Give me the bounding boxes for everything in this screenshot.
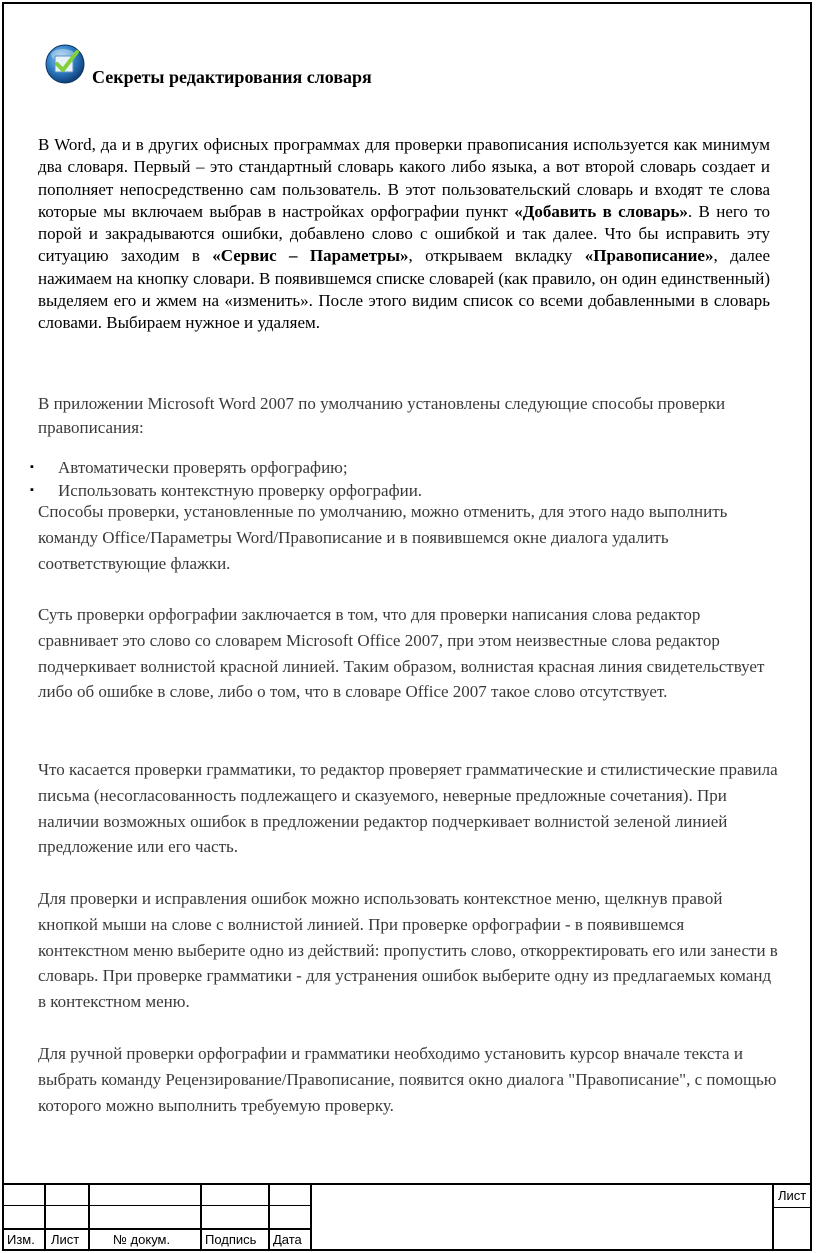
stamp-column-line [88,1183,90,1251]
stamp-column-line [200,1183,202,1251]
stamp-row-line [2,1228,312,1230]
stamp-izm-label: Изм. [7,1232,35,1247]
spelling-paragraph: Суть проверки орфографии заключается в том, что для проверки написания слова редактор сравнивает это слово со словарем Microsoft Office 2007, при этом неизвестные слова редактор подчеркивает волнистой красной линией. Таким образом, волнистая красная линия свидетельствует либо об ошибке в слове, либо о том, что в словаре Office 2007 такое слово отсутствует. [38,605,765,702]
title-block-stamp [2,1183,812,1251]
stamp-row-line [2,1205,312,1206]
manual-check-paragraph: Для ручной проверки орфографии и грамматики необходимо установить курсор вначале текста и выбрать команду Рецензирование/Правописание, появится окно диалога "Правописание", с помощью которого можно выполнить требуемую проверку. [38,1044,777,1115]
intro-text-2: . В него то порой и закрадываются ошибки, добавлено слово с ошибкой и так далее. Что бы исправить эту ситуацию заходим в [38,201,770,266]
list-item: ▪ Использовать контекстную проверку орфографии. [30,479,770,502]
stamp-column-line [310,1183,312,1251]
stamp-top-border [2,1183,812,1185]
intro-paragraph [38,134,770,335]
stamp-sheet-label: Лист [778,1188,807,1203]
stamp-list-label: Лист [51,1232,80,1247]
stamp-doc-no-label: № докум. [113,1232,171,1247]
intro-text-4: , далее нажимаем на кнопку словари. В появившемся списке словарей (как правило, он один единственный) выделяем его и жмем на «изменить». После этого видим список со всеми добавленными в словарь словами. Выбираем нужное и удаляем. [38,246,770,333]
methods-list [30,456,770,502]
stamp-column-line [268,1183,270,1251]
stamp-date-label: Дата [273,1232,302,1247]
stamp-signature-label: Подпись [205,1232,257,1247]
list-item: ▪ Автоматически проверять орфографию; [30,456,770,479]
methods-paragraph: В приложении Microsoft Word 2007 по умолчанию установлены следующие способы проверки правописания: [38,394,726,437]
intro-text-1: В Word, да и в других офисных программах для проверки правописания используется как минимум два словаря. Первый – это стандартный словарь какого либо языка, а вот второй словарь создает и пополняет непосредственно сам пользователь. В этот пользовательский словарь и входят те слова которые мы включаем выбрав в настройках орфографии пункт [38,135,770,221]
service-parameters-label: «Сервис – Параметры» [212,246,409,266]
disable-paragraph: Способы проверки, установленные по умолчанию, можно отменить, для этого надо выполнить команду Office/Параметры Word/Правописание и в появившемся окне диалога удалить соответствующие флажки. [38,502,728,573]
add-to-dictionary-label: «Добавить в словарь» [514,201,688,221]
page-title: Секреты редактирования словаря [92,67,372,87]
grammar-paragraph: Что касается проверки грамматики, то редактор проверяет грамматические и стилистические правила письма (несогласованность подлежащего и сказуемого, неверные предложные сочетания). При наличии возможных ошибок в предложении редактор подчеркивает волнистой зеленой линией предложение или его часть. [38,760,778,857]
stamp-row-line [772,1207,812,1208]
stamp-column-line [44,1183,46,1251]
stamp-column-line [772,1183,774,1251]
spelling-tab-label: «Правописание» [584,246,714,266]
context-menu-paragraph: Для проверки и исправления ошибок можно использовать контекстное меню, щелкнув правой кнопкой мыши на слове с волнистой линией. При проверке орфографии - в появившемся контекстном меню выберите одно из действий: пропустить слово, откорректировать его или занести в словарь. При проверке грамматики - для устранения ошибок выберите одну из предлагаемых команд в контекстном меню. [38,889,778,1012]
checkmark-badge-icon [44,42,86,84]
intro-text-3: , открываем вкладку [408,246,585,266]
